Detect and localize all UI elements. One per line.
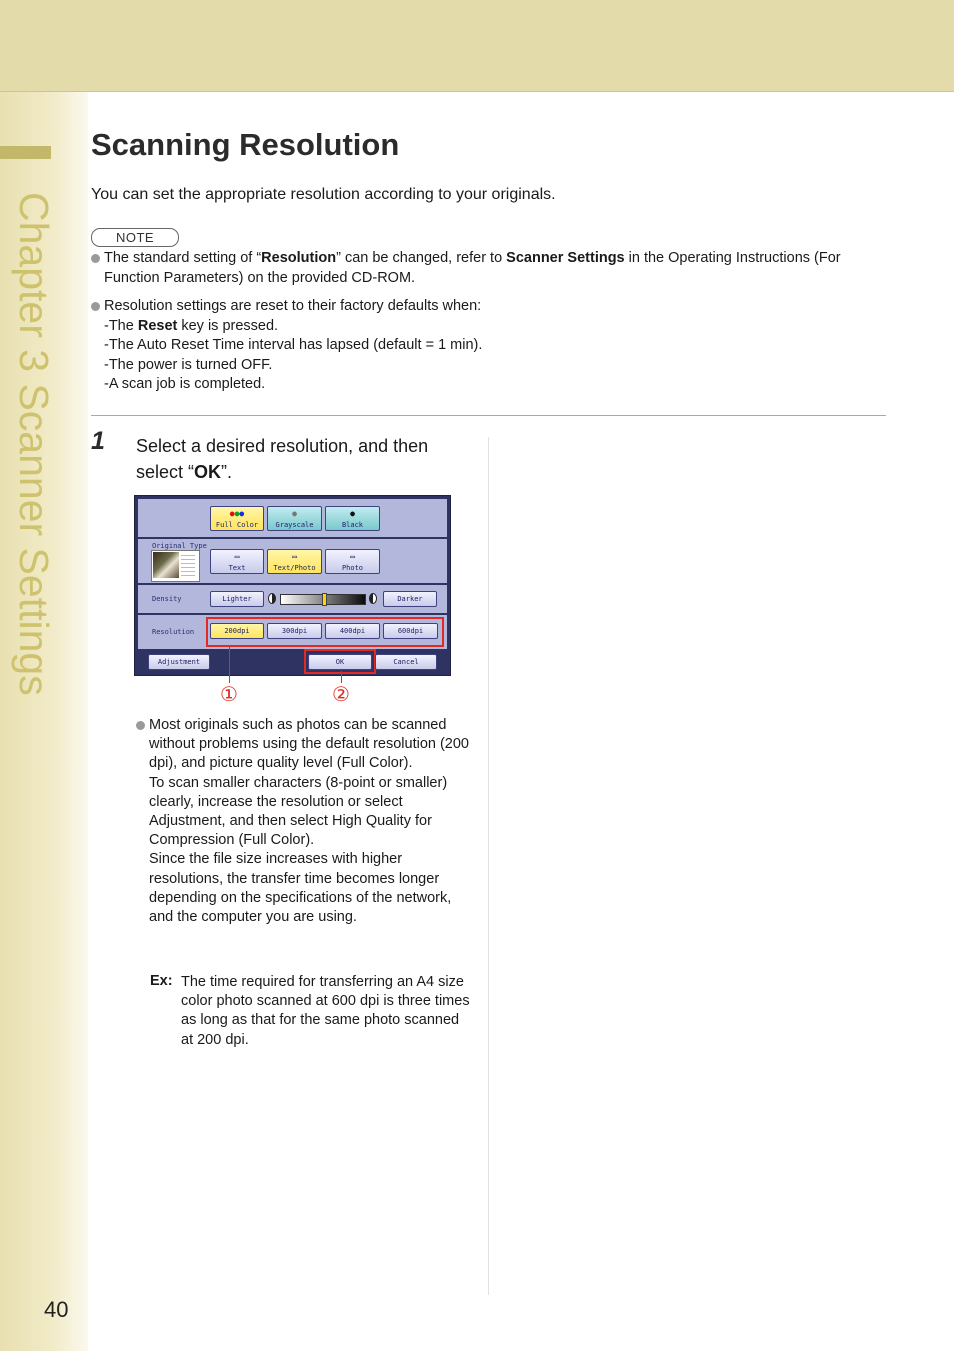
step-instruction: Select a desired resolution, and then select “OK”. (136, 436, 429, 482)
example-label: Ex: (150, 973, 173, 989)
light-density-icon (268, 593, 276, 604)
gray-dot-icon: ● (292, 509, 297, 518)
type-text-photo-button[interactable]: ▭ Text/Photo (267, 549, 322, 574)
original-preview-thumbnail (151, 550, 200, 582)
intro-text: You can set the appropriate resolution according to your originals. (91, 186, 556, 203)
resolution-400dpi-button[interactable]: 400dpi (325, 623, 380, 639)
black-button[interactable]: ● Black (325, 506, 380, 531)
note-item-1-text: The standard setting of “Resolution” can be changed, refer to Scanner Settings in the Operating Instructions (For Function Parameters) on the provided CD-ROM. (104, 250, 841, 286)
dark-density-icon (369, 593, 377, 604)
adjustment-button[interactable]: Adjustment (148, 654, 210, 670)
step-number: 1 (91, 427, 105, 455)
darker-button[interactable]: Darker (383, 591, 437, 607)
ok-highlight-box (304, 649, 376, 674)
callout-number-1: ① (220, 682, 238, 706)
text-icon: ▭ (234, 552, 240, 561)
chapter-tab-marker (0, 146, 51, 159)
page-number: 40 (44, 1297, 69, 1322)
bullet-dot (91, 254, 100, 263)
section-divider (91, 415, 886, 416)
resolution-600dpi-button[interactable]: 600dpi (383, 623, 438, 639)
explanation-text (136, 716, 476, 927)
type-text-button[interactable]: ▭ Text (210, 549, 264, 574)
density-slider-marker[interactable] (322, 593, 327, 606)
chapter-label-text: Chapter 3 Scanner Settings (11, 192, 57, 696)
header-band (0, 0, 954, 92)
explanation-paragraph-1: Most originals such as photos can be scanned without problems using the default resolution (200 dpi), and picture quality level (Full Color). (149, 717, 469, 772)
text-photo-icon: ▭ (292, 552, 297, 561)
note-item-2 (91, 297, 886, 395)
resolution-highlight-box (206, 617, 444, 647)
cancel-button[interactable]: Cancel (375, 654, 437, 670)
full-color-button[interactable]: ●●● Full Color (210, 506, 264, 531)
chapter-label (11, 192, 57, 702)
scanner-panel (134, 495, 451, 676)
example-text: The time required for transferring an A4 size color photo scanned at 600 dpi is three times as long as that for the same photo scanned at 200 dpi. (181, 974, 470, 1048)
ok-button[interactable]: OK (308, 654, 372, 670)
grayscale-button[interactable]: ● Grayscale (267, 506, 322, 531)
resolution-200dpi-button[interactable]: 200dpi (210, 623, 264, 639)
callout-line-1 (229, 645, 230, 683)
original-type-label: Original Type (152, 542, 207, 550)
type-photo-button[interactable]: ▭ Photo (325, 549, 380, 574)
note-item-1 (91, 249, 886, 288)
page-title: Scanning Resolution (91, 127, 400, 162)
density-label: Density (152, 595, 182, 603)
bullet-dot (136, 721, 145, 730)
explanation-paragraph-3: Since the file size increases with higher resolutions, the transfer time becomes longer depending on the specifications of the network, and the computer you are using. (149, 851, 452, 926)
lighter-button[interactable]: Lighter (210, 591, 264, 607)
explanation-paragraph-2: To scan smaller characters (8-point or smaller) clearly, increase the resolution or select Adjustment, and then select High Quality for Compression (Full Color). (149, 774, 448, 849)
bullet-dot (91, 302, 100, 311)
note-item-2-text: Resolution settings are reset to their factory defaults when: -The Reset key is pressed. -The Auto Reset Time interval has lapsed (default = 1 min). -The power is turned OFF. -A scan job is completed. (104, 298, 483, 392)
note-badge: NOTE (91, 228, 179, 247)
resolution-300dpi-button[interactable]: 300dpi (267, 623, 322, 639)
column-divider (488, 437, 489, 1295)
black-dot-icon: ● (350, 509, 355, 518)
photo-icon: ▭ (350, 552, 355, 561)
resolution-label: Resolution (152, 628, 195, 636)
color-dots-icon: ●●● (229, 509, 245, 518)
callout-number-2: ② (332, 682, 350, 706)
